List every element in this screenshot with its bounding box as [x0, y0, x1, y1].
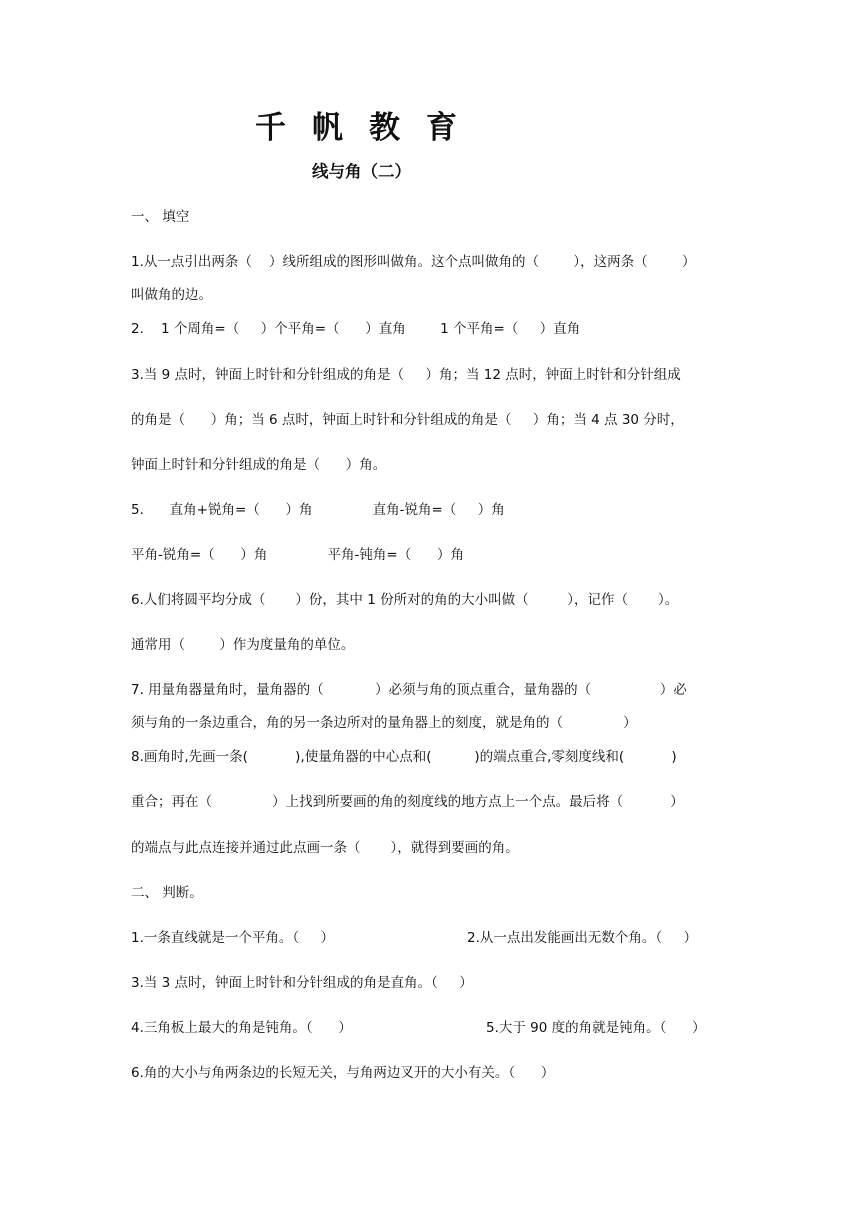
judgement-6: 6.角的大小与角两条边的长短无关，与角两边叉开的大小有关。（ ） [131, 1065, 555, 1081]
question-2: 2. 1 个周角=（ ）个平角=（ ）直角 1 个平角=（ ）直角 [131, 321, 581, 337]
question-5-line-1: 5. 直角+锐角=（ ）角 直角-锐角=（ ）角 [131, 502, 505, 518]
section-judgement-heading: 二、 判断。 [131, 885, 203, 901]
question-7-line-2: 须与角的一条边重合，角的另一条边所对的量角器上的刻度，就是角的（ ） [131, 715, 637, 731]
question-8-line-3: 的端点与此点连接并通过此点画一条（ ），就得到要画的角。 [131, 840, 519, 856]
judgement-3: 3.当 3 点时，钟面上时针和分针组成的角是直角。（ ） [131, 975, 473, 991]
question-1-line-1: 1.从一点引出两条（ ）线所组成的图形叫做角。这个点叫做角的（ ），这两条（ ） [131, 254, 696, 270]
page-title: 千帆教育 [255, 110, 483, 146]
worksheet-subtitle: 线与角（二） [312, 162, 411, 181]
question-5-line-2: 平角-锐角=（ ）角 平角-钝角=（ ）角 [131, 547, 464, 563]
question-6-line-2: 通常用（ ）作为度量角的单位。 [131, 637, 355, 653]
judgement-1: 1.一条直线就是一个平角。（ ） [131, 930, 335, 946]
judgement-2: 2.从一点出发能画出无数个角。（ ） [467, 930, 698, 946]
question-8-line-1: 8.画角时,先画一条( ),使量角器的中心点和( )的端点重合,零刻度线和( ) [131, 749, 677, 765]
question-3-line-3: 钟面上时针和分针组成的角是（ ）角。 [131, 457, 387, 473]
section-fill-in-heading: 一、 填空 [131, 209, 190, 225]
judgement-5: 5.大于 90 度的角就是钝角。（ ） [486, 1020, 706, 1036]
question-3-line-2: 的角是（ ）角；当 6 点时，钟面上时针和分针组成的角是（ ）角；当 4 点 30 分时， [131, 412, 684, 428]
question-3-line-1: 3.当 9 点时，钟面上时针和分针组成的角是（ ）角；当 12 点时，钟面上时针和分针组成 [131, 367, 681, 383]
question-6-line-1: 6.人们将圆平均分成（ ）份，其中 1 份所对的角的大小叫做（ ），记作（ ）。 [131, 592, 679, 608]
question-1-line-2: 叫做角的边。 [131, 287, 212, 303]
question-8-line-2: 重合；再在（ ）上找到所要画的角的刻度线的地方点上一个点。最后将（ ） [131, 794, 684, 810]
judgement-4: 4.三角板上最大的角是钝角。（ ） [131, 1020, 352, 1036]
question-7-line-1: 7. 用量角器量角时，量角器的（ ）必须与角的顶点重合，量角器的（ ）必 [131, 682, 687, 698]
